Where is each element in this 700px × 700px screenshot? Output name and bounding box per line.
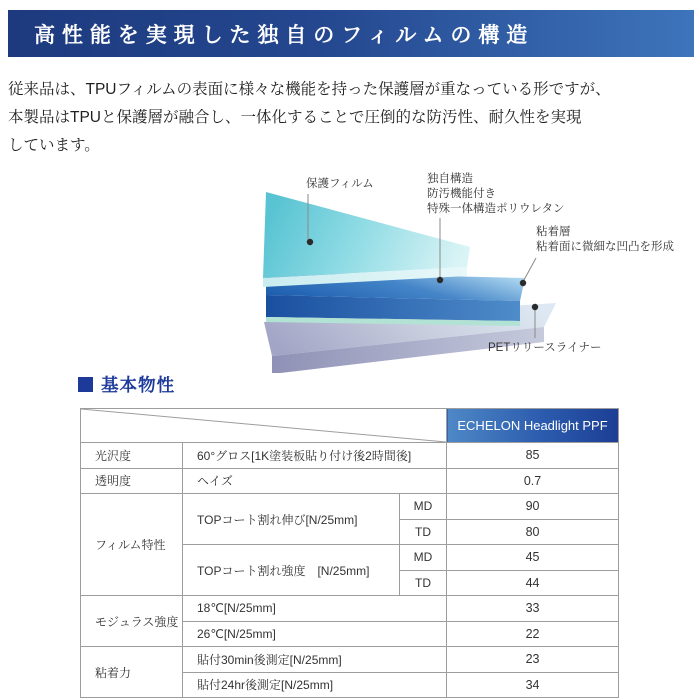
section-title: 基本物性 [101, 375, 176, 395]
page-title: 高性能を実現した独自のフィルムの構造 [34, 22, 535, 47]
table-row [81, 468, 619, 494]
row-item: 60°グロス[1K塗装板貼り付け後2時間後] [183, 443, 447, 469]
row-direction: MD [400, 494, 447, 520]
row-value: 90 [447, 494, 619, 520]
row-value: 44 [447, 570, 619, 596]
table-row [81, 596, 619, 622]
section-square-marker-icon [78, 377, 93, 392]
row-item: TOPコート割れ伸び[N/25mm] [183, 494, 400, 545]
basic-properties-table [80, 408, 619, 698]
row-item: 26℃[N/25mm] [183, 621, 447, 647]
table-header-product: ECHELON Headlight PPF [447, 409, 619, 443]
table-row [81, 494, 619, 520]
label-pet-liner: PETリリースライナー [488, 342, 602, 354]
dot-adhesive-layer [520, 280, 526, 286]
table-header-empty-cell [81, 409, 447, 443]
row-value: 80 [447, 519, 619, 545]
title-bar [8, 10, 694, 57]
row-category: 光沢度 [81, 443, 183, 469]
row-value: 85 [447, 443, 619, 469]
row-category: 粘着力 [81, 647, 183, 698]
row-direction: TD [400, 570, 447, 596]
intro-line-2: 本製品はTPUと保護層が融合し、一体化することで圧倒的な防汚性、耐久性を実現 [8, 109, 582, 126]
row-item: TOPコート割れ強度 [N/25mm] [183, 545, 400, 596]
dot-pet-liner [532, 304, 538, 310]
label-unique-structure: 独自構造 防汚機能付き 特殊一体構造ポリウレタン [427, 173, 565, 215]
row-category: フィルム特性 [81, 494, 183, 596]
intro-line-1: 従来品は、TPUフィルムの表面に様々な機能を持った保護層が重なっている形ですが、 [8, 81, 611, 98]
row-category: 透明度 [81, 468, 183, 494]
row-item: ヘイズ [183, 468, 447, 494]
row-value: 22 [447, 621, 619, 647]
table-row [81, 647, 619, 673]
label-protective-film: 保護フィルム [306, 178, 374, 190]
row-item: 18℃[N/25mm] [183, 596, 447, 622]
dot-unique-structure [437, 277, 443, 283]
row-value: 45 [447, 545, 619, 571]
intro-paragraph [8, 76, 696, 160]
row-value: 33 [447, 596, 619, 622]
row-category: モジュラス強度 [81, 596, 183, 647]
row-direction: TD [400, 519, 447, 545]
row-item: 貼付24hr後測定[N/25mm] [183, 672, 447, 698]
row-item: 貼付30min後測定[N/25mm] [183, 647, 447, 673]
table-row [81, 443, 619, 469]
intro-line-3: しています。 [8, 137, 100, 154]
section-heading-basic-properties [78, 372, 175, 397]
row-value: 34 [447, 672, 619, 698]
row-direction: MD [400, 545, 447, 571]
row-value: 23 [447, 647, 619, 673]
film-structure-diagram [230, 168, 700, 373]
table-header-row [81, 409, 619, 443]
dot-protective-film [307, 239, 313, 245]
row-value: 0.7 [447, 468, 619, 494]
diagonal-divider-line [81, 409, 446, 442]
connector-adhesive-layer [524, 258, 536, 280]
label-adhesive-layer: 粘着層 粘着面に微細な凹凸を形成 [536, 226, 674, 253]
